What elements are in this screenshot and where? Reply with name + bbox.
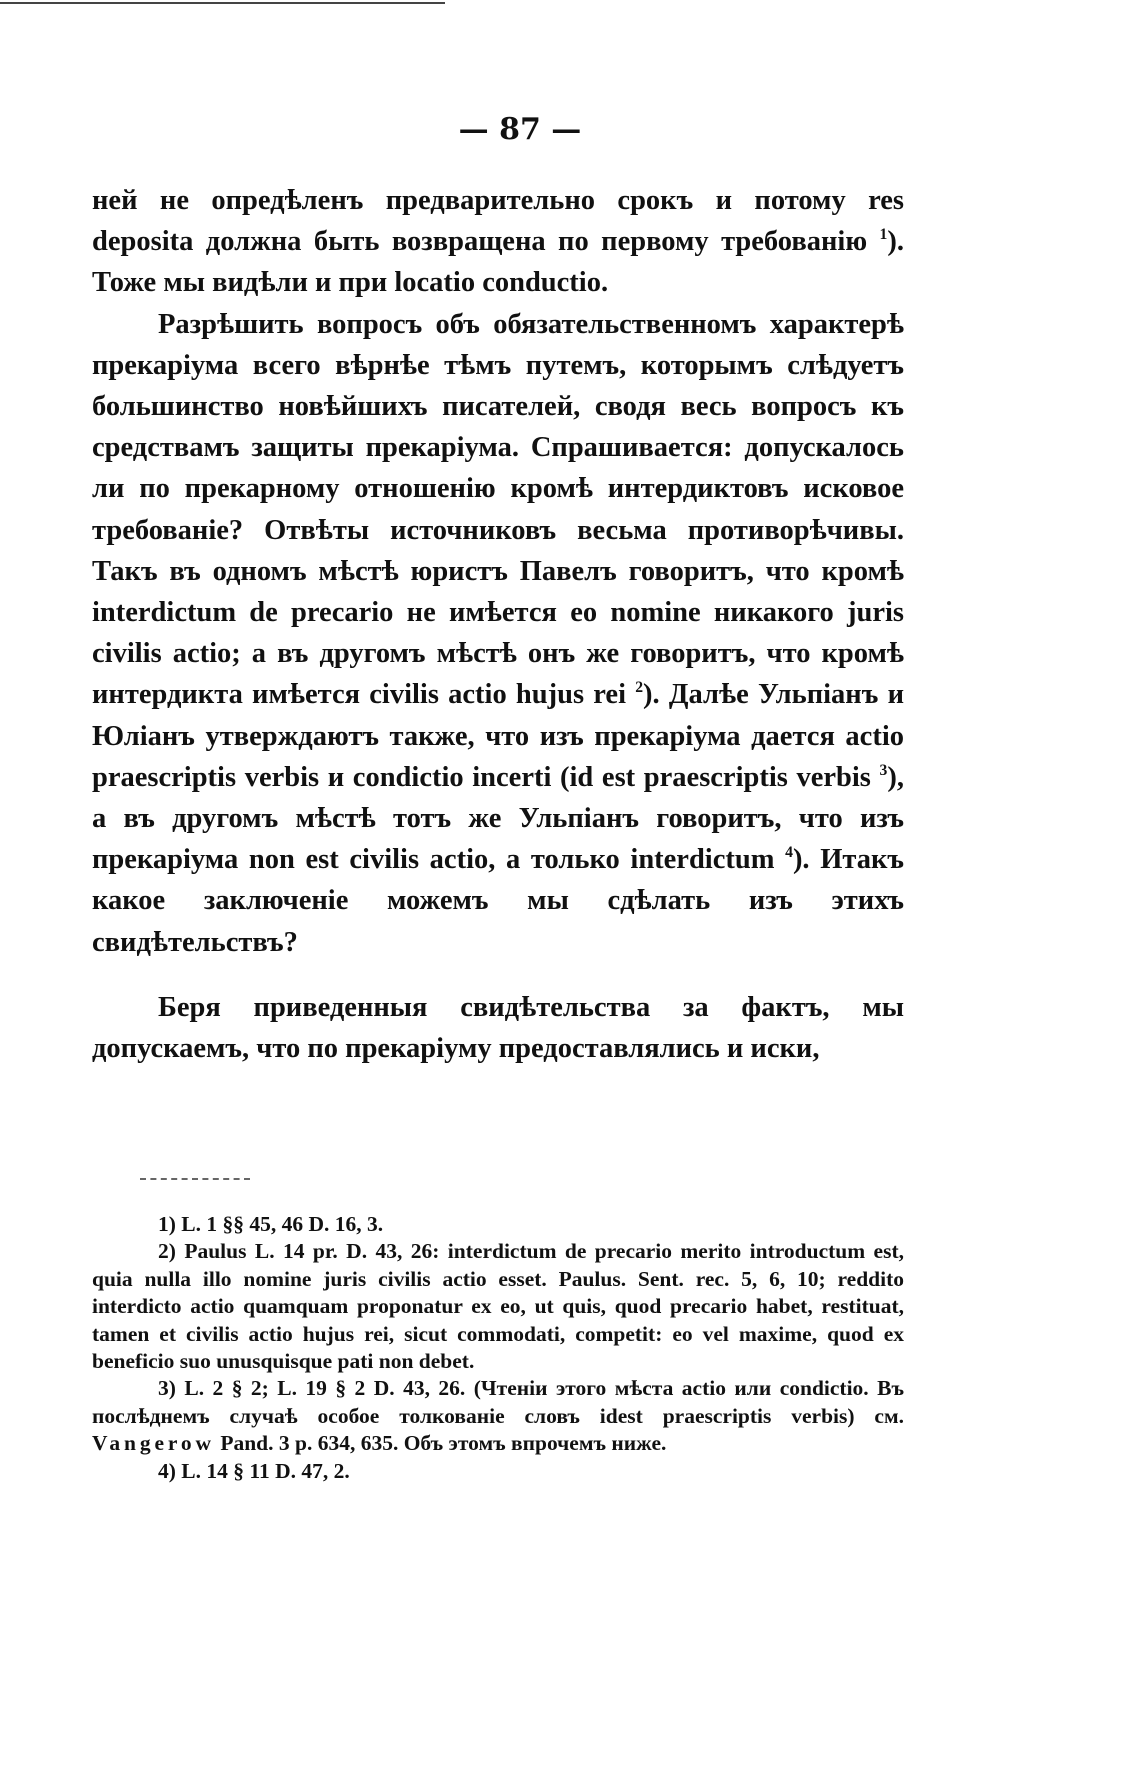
paragraph-text: ). Далѣе Ульпіанъ и Юліанъ утверждаютъ также, что изъ прекаріума дается actio praescriptis verbis и condictio incerti (id est praescriptis verbis	[92, 679, 904, 793]
footnote	[92, 1238, 904, 1375]
footnote	[92, 1211, 904, 1238]
top-rule	[0, 2, 445, 4]
footnote-text: L. 14 § 11 D. 47, 2.	[181, 1458, 350, 1483]
paragraph	[92, 987, 904, 1069]
footnote-marker: 4)	[158, 1458, 176, 1483]
footnote-text: L. 2 § 2; L. 19 § 2 D. 43, 26. (Чтеніи этого мѣста actio или condictio. Въ послѣднемъ случаѣ особое толкованіе словъ idest praescriptis verbis) см.	[92, 1376, 904, 1428]
footnote-ref: 2	[635, 679, 644, 697]
paragraph-text: Разрѣшить вопросъ объ обязательственномъ характерѣ прекаріума всего вѣрнѣе тѣмъ путемъ, которымъ слѣдуетъ большинство новѣйшихъ писателей, сводя весь вопросъ къ средствамъ защиты прекаріума. Спрашивается: допускалось ли по прекарному отношенію кромѣ интердиктовъ исковое требованіе? Отвѣты источниковъ весьма противорѣчивы. Такъ въ одномъ мѣстѣ юристъ Павелъ говоритъ, что кромѣ interdictum de precario не имѣется eo nomine никакого juris civilis actio; а въ другомъ мѣстѣ онъ же говоритъ, что кромѣ интердикта имѣется civilis actio hujus rei	[92, 308, 904, 711]
paragraph-text: ). Итакъ какое заключеніе можемъ мы сдѣлать изъ этихъ свидѣтельствъ?	[92, 844, 904, 958]
footnote-ref: 1	[879, 226, 888, 244]
footnotes	[92, 1211, 904, 1485]
paragraph	[92, 304, 904, 963]
paragraph	[92, 180, 904, 304]
footnote-text: L. 1 §§ 45, 46 D. 16, 3.	[181, 1212, 384, 1236]
footnote-ref: 4	[785, 844, 793, 862]
footnote	[92, 1375, 904, 1457]
footnote	[92, 1458, 904, 1485]
footnote-separator	[140, 1178, 250, 1180]
page-number: — 87 —	[458, 112, 582, 147]
footnote-text: Pand. 3 p. 634, 635. Объ этомъ впрочемъ ниже.	[214, 1431, 667, 1456]
footnote-marker: 2)	[158, 1239, 176, 1264]
footnote-marker: 1)	[158, 1212, 176, 1236]
footnote-marker: 3)	[158, 1376, 176, 1401]
footnote-text: Paulus L. 14 pr. D. 43, 26: interdictum de precario merito introductum est, quia nulla illo nomine juris civilis actio esset. Paulus. Sent. rec. 5, 6, 10; reddito interdicto actio quamquam proponatur ex eo, ut quis, quod precario habet, restituat, tamen et civilis actio hujus rei, sicut commodati, competit: eo vel maxime, quod ex beneficio suo unusquisque pati non debet.	[92, 1239, 904, 1374]
author-name: Vangerow	[92, 1431, 215, 1456]
paragraph-text: ней не опредѣленъ предварительно срокъ и потому res deposita должна быть возвращена по первому требованію	[92, 185, 904, 258]
paragraph-text: ). Тоже мы видѣли и при locatio conductio.	[92, 226, 904, 299]
main-text	[92, 180, 904, 1069]
paragraph-text: Беря приведенныя свидѣтельства за фактъ, мы допускаемъ, что по прекаріуму предоставлялись и иски,	[92, 991, 904, 1065]
paragraph-text: ), а въ другомъ мѣстѣ тотъ же Ульпіанъ говоритъ, что изъ прекаріума non est civilis actio, а только interdictum	[92, 761, 904, 876]
footnote-ref: 3	[879, 761, 888, 779]
